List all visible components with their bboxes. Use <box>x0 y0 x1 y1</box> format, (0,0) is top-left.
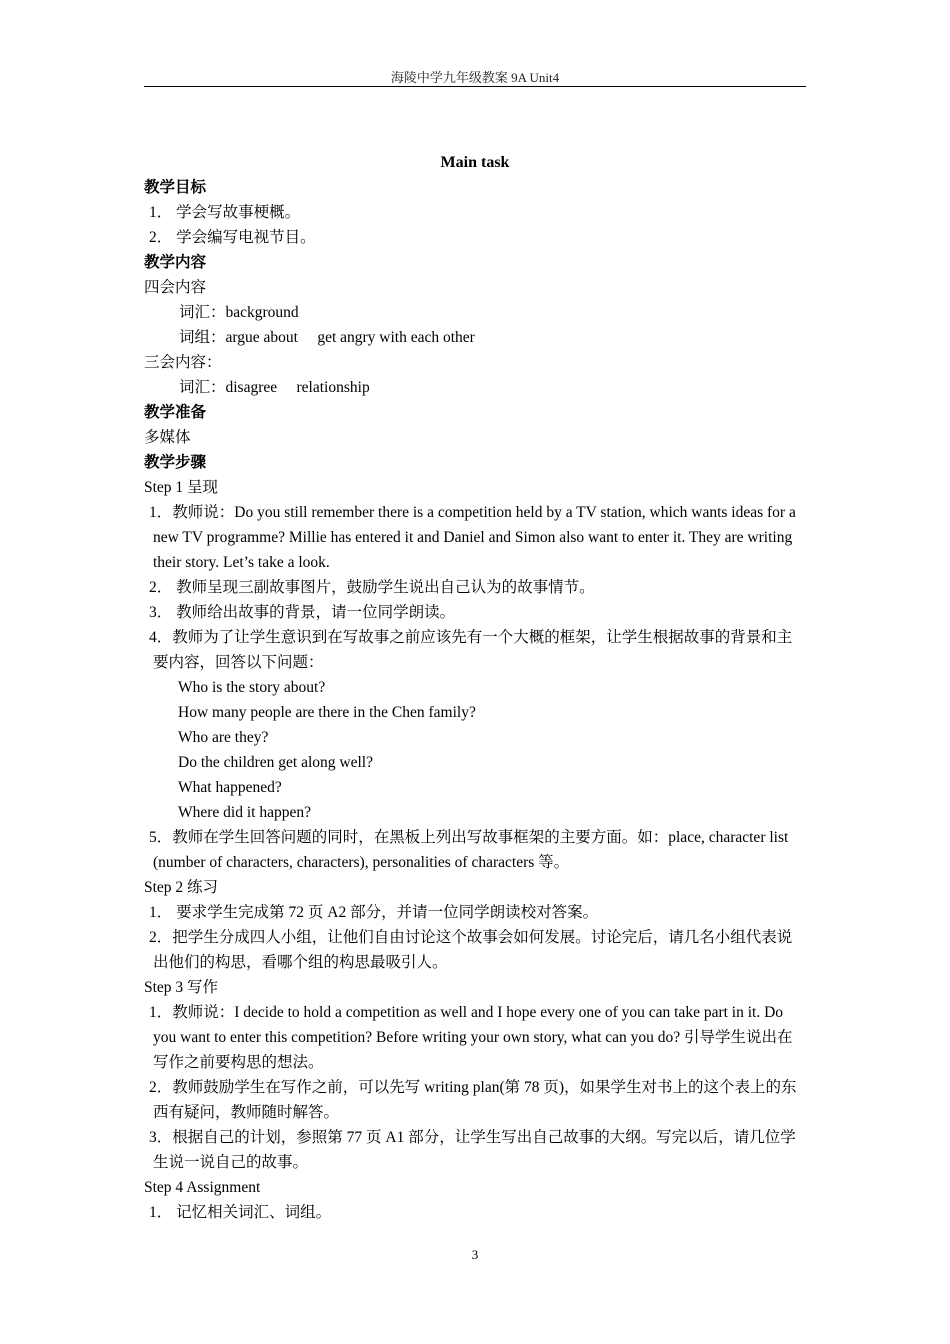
four-phrases: 词组：argue about get angry with each other <box>179 329 475 346</box>
step2-item: 1． 要求学生完成第 72 页 A2 部分，并请一位同学朗读校对答案。 <box>149 904 599 921</box>
step3-label: Step 3 写作 <box>144 979 219 996</box>
three-vocab: 词汇：disagree relationship <box>179 379 370 396</box>
step1-item: 1．教师说：Do you still remember there is a competition held by a TV station, which wants ideas for a new TV programme? Millie has entered it and Daniel and Simon also want to enter it. They are writing their story. Let’s take a look. <box>149 504 796 571</box>
step1-label: Step 1 呈现 <box>144 479 219 496</box>
step3-item: 3．根据自己的计划，参照第 77 页 A1 部分，让学生写出自己故事的大纲。写完以后，请几位学生说一说自己的故事。 <box>149 1129 796 1171</box>
step4-item: 1． 记忆相关词汇、词组。 <box>149 1204 332 1221</box>
step1-item: 4．教师为了让学生意识到在写故事之前应该先有一个大概的框架，让学生根据故事的背景和主要内容，回答以下问题： <box>149 629 793 671</box>
question: How many people are there in the Chen family? <box>178 704 476 721</box>
step2-label: Step 2 练习 <box>144 879 219 896</box>
step1-item: 3． 教师给出故事的背景，请一位同学朗读。 <box>149 604 456 621</box>
steps-heading: 教学步骤 <box>144 454 207 471</box>
prep-heading: 教学准备 <box>144 404 207 421</box>
step1-item: 2． 教师呈现三副故事图片，鼓励学生说出自己认为的故事情节。 <box>149 579 595 596</box>
goal-item: 1． 学会写故事梗概。 <box>149 204 301 221</box>
page-number: 3 <box>471 1247 479 1262</box>
question: Do the children get along well? <box>178 754 373 771</box>
doc-title: Main task <box>440 154 510 171</box>
goals-heading: 教学目标 <box>144 179 207 196</box>
page-header: 海陵中学九年级教案 9A Unit4 <box>390 70 560 85</box>
step3-item: 2．教师鼓励学生在写作之前，可以先写 writing plan(第 78 页)，如果学生对书上的这个表上的东西有疑问，教师随时解答。 <box>149 1079 797 1121</box>
prep-text: 多媒体 <box>144 429 191 446</box>
step1-item: 5．教师在学生回答问题的同时，在黑板上列出写故事框架的主要方面。如：place, character list (number of characters, characters), personalities of characters 等。 <box>149 829 789 871</box>
goal-item: 2． 学会编写电视节目。 <box>149 229 316 246</box>
four-vocab: 词汇：background <box>179 304 299 321</box>
step3-item: 1．教师说：I decide to hold a competition as well and I hope every one of you can take part in it. Do you want to enter this competition? Before writing your own story, what can you do? 引导学生说出在写作之前要构思的想法。 <box>149 1004 793 1071</box>
question: Who is the story about? <box>178 679 326 696</box>
question: Where did it happen? <box>178 804 311 821</box>
question: Who are they? <box>178 729 269 746</box>
question: What happened? <box>178 779 282 796</box>
three-label: 三会内容： <box>144 354 222 371</box>
document-body <box>144 150 806 1225</box>
content-heading: 教学内容 <box>144 254 207 271</box>
header-rule <box>144 86 806 87</box>
step2-item: 2．把学生分成四人小组，让他们自由讨论这个故事会如何发展。讨论完后，请几名小组代表说出他们的构思，看哪个组的构思最吸引人。 <box>149 929 793 971</box>
four-label: 四会内容 <box>144 279 207 296</box>
step4-label: Step 4 Assignment <box>144 1179 261 1196</box>
